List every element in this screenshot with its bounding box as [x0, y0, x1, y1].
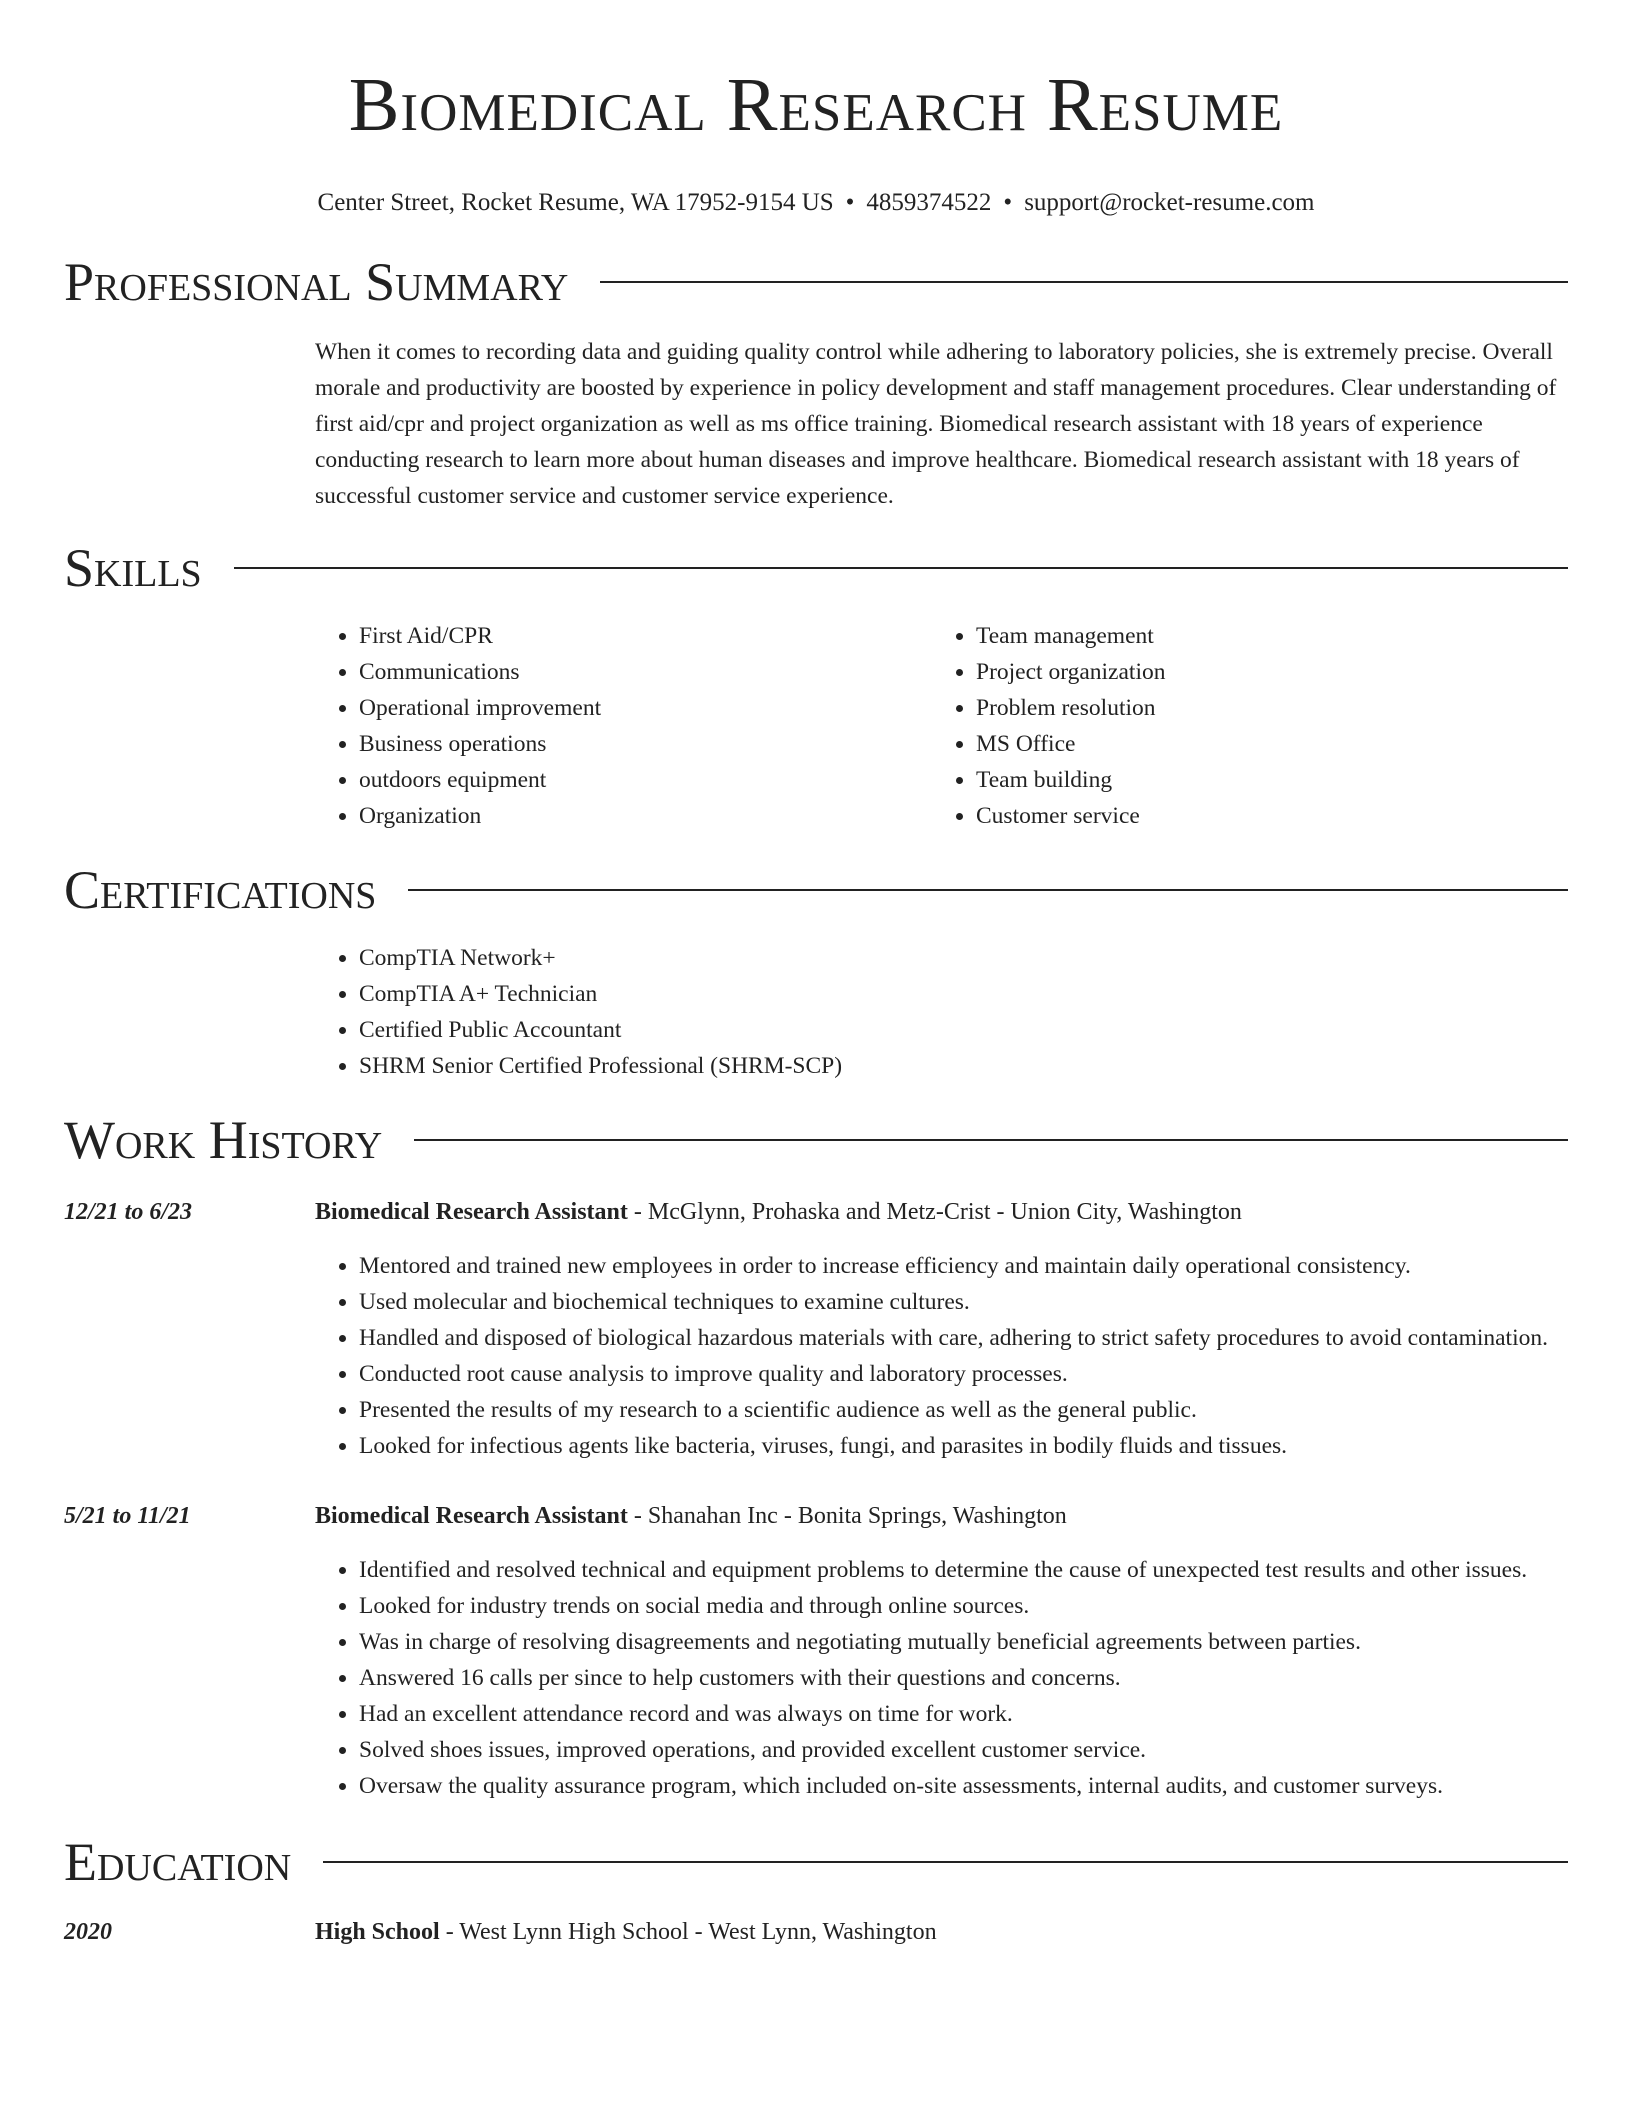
skill-item: • Organization	[359, 798, 932, 834]
section-divider	[323, 1861, 1568, 1863]
job-bullet: • Looked for industry trends on social media and through online sources.	[359, 1588, 1568, 1624]
job-bullet: • Mentored and trained new employees in order to increase efficiency and maintain daily operational consistency.	[359, 1248, 1568, 1284]
job-heading	[315, 1194, 1568, 1230]
job-body	[315, 1498, 1568, 1804]
skills-list-right	[932, 618, 1532, 834]
skill-item: • Operational improvement	[359, 690, 932, 726]
section-title-certifications: Certifications	[64, 860, 377, 920]
contact-line	[64, 188, 1568, 218]
job-bullets	[315, 1248, 1568, 1464]
certifications-list	[315, 940, 1568, 1084]
email-link[interactable]: support@rocket-resume.com	[1024, 189, 1315, 216]
skill-item: • Problem resolution	[976, 690, 1532, 726]
job-bullet: • Looked for infectious agents like bacteria, viruses, fungi, and parasites in bodily fluids and tissues.	[359, 1428, 1568, 1464]
summary-section	[315, 334, 1568, 514]
education-entry	[64, 1914, 1568, 1950]
skills-grid	[315, 618, 1568, 834]
education-details: - West Lynn High School - West Lynn, Washington	[439, 1919, 937, 1945]
job-bullet: • Used molecular and biochemical techniques to examine cultures.	[359, 1284, 1568, 1320]
job-bullet: • Presented the results of my research to a scientific audience as well as the general public.	[359, 1392, 1568, 1428]
job-details: - Shanahan Inc - Bonita Springs, Washington	[627, 1503, 1067, 1529]
certification-item: • CompTIA A+ Technician	[359, 976, 1568, 1012]
skill-item: • MS Office	[976, 726, 1532, 762]
education-section-header	[64, 1830, 1568, 1894]
skill-item: • Business operations	[359, 726, 932, 762]
skill-item: • Communications	[359, 654, 932, 690]
phone: 4859374522	[866, 189, 992, 216]
summary-section-header	[64, 250, 1568, 314]
skills-list-left	[315, 618, 932, 834]
job-bullet: • Had an excellent attendance record and was always on time for work.	[359, 1696, 1568, 1732]
job-dates: 5/21 to 11/21	[64, 1503, 191, 1529]
job-bullet: • Oversaw the quality assurance program, which included on-site assessments, internal audits, and customer surveys.	[359, 1768, 1568, 1804]
job-details: - McGlynn, Prohaska and Metz-Crist - Union City, Washington	[627, 1199, 1242, 1225]
job-title: Biomedical Research Assistant	[315, 1503, 628, 1529]
job-entry	[64, 1194, 1568, 1464]
job-bullet: • Handled and disposed of biological hazardous materials with care, adhering to strict safety procedures to avoid contamination.	[359, 1320, 1568, 1356]
job-dates: 12/21 to 6/23	[64, 1199, 193, 1225]
section-divider	[414, 1139, 1568, 1141]
summary-text: When it comes to recording data and guiding quality control while adhering to laboratory policies, she is extremely precise. Overall morale and productivity are boosted by experience in policy development and staff management procedures. Clear understanding of first aid/cpr and project organization as well as ms office training. Biomedical research assistant with 18 years of experience conducting research to learn more about human diseases and improve healthcare. Biomedical research assistant with 18 years of successful customer service and customer service experience.	[315, 339, 1557, 509]
contact-separator: •	[1003, 189, 1013, 216]
certification-item: • CompTIA Network+	[359, 940, 1568, 976]
section-title-skills: Skills	[64, 538, 202, 598]
skill-item: • Team management	[976, 618, 1532, 654]
section-title-summary: Professional Summary	[64, 252, 569, 312]
section-title-work-history: Work History	[64, 1110, 383, 1170]
address: Center Street, Rocket Resume, WA 17952-9154 US	[317, 189, 834, 216]
certification-item: • SHRM Senior Certified Professional (SHRM-SCP)	[359, 1048, 1568, 1084]
skill-item: • First Aid/CPR	[359, 618, 932, 654]
skill-item: • outdoors equipment	[359, 762, 932, 798]
skills-section-header	[64, 536, 1568, 600]
job-bullet: • Conducted root cause analysis to improve quality and laboratory processes.	[359, 1356, 1568, 1392]
education-degree: High School	[315, 1919, 440, 1945]
section-title-education: Education	[64, 1832, 292, 1892]
contact-separator: •	[845, 189, 855, 216]
section-divider	[234, 567, 1568, 569]
certifications-section-header	[64, 858, 1568, 922]
job-body	[315, 1194, 1568, 1464]
education-heading	[315, 1914, 1568, 1950]
work-section-header	[64, 1108, 1568, 1172]
job-bullet: • Identified and resolved technical and equipment problems to determine the cause of unexpected test results and other issues.	[359, 1552, 1568, 1588]
job-bullet: • Answered 16 calls per since to help customers with their questions and concerns.	[359, 1660, 1568, 1696]
job-entry	[64, 1498, 1568, 1804]
job-bullet: • Solved shoes issues, improved operations, and provided excellent customer service.	[359, 1732, 1568, 1768]
resume-name: Biomedical Research Resume	[348, 63, 1284, 147]
certification-item: • Certified Public Accountant	[359, 1012, 1568, 1048]
education-date: 2020	[64, 1919, 112, 1945]
certifications-section	[315, 940, 1568, 1084]
section-divider	[600, 281, 1568, 283]
job-bullet: • Was in charge of resolving disagreements and negotiating mutually beneficial agreements between parties.	[359, 1624, 1568, 1660]
skill-item: • Project organization	[976, 654, 1532, 690]
job-bullets	[315, 1552, 1568, 1804]
job-heading	[315, 1498, 1568, 1534]
section-divider	[408, 889, 1568, 891]
education-body	[315, 1914, 1568, 1950]
skill-item: • Team building	[976, 762, 1532, 798]
skill-item: • Customer service	[976, 798, 1532, 834]
job-title: Biomedical Research Assistant	[315, 1199, 628, 1225]
